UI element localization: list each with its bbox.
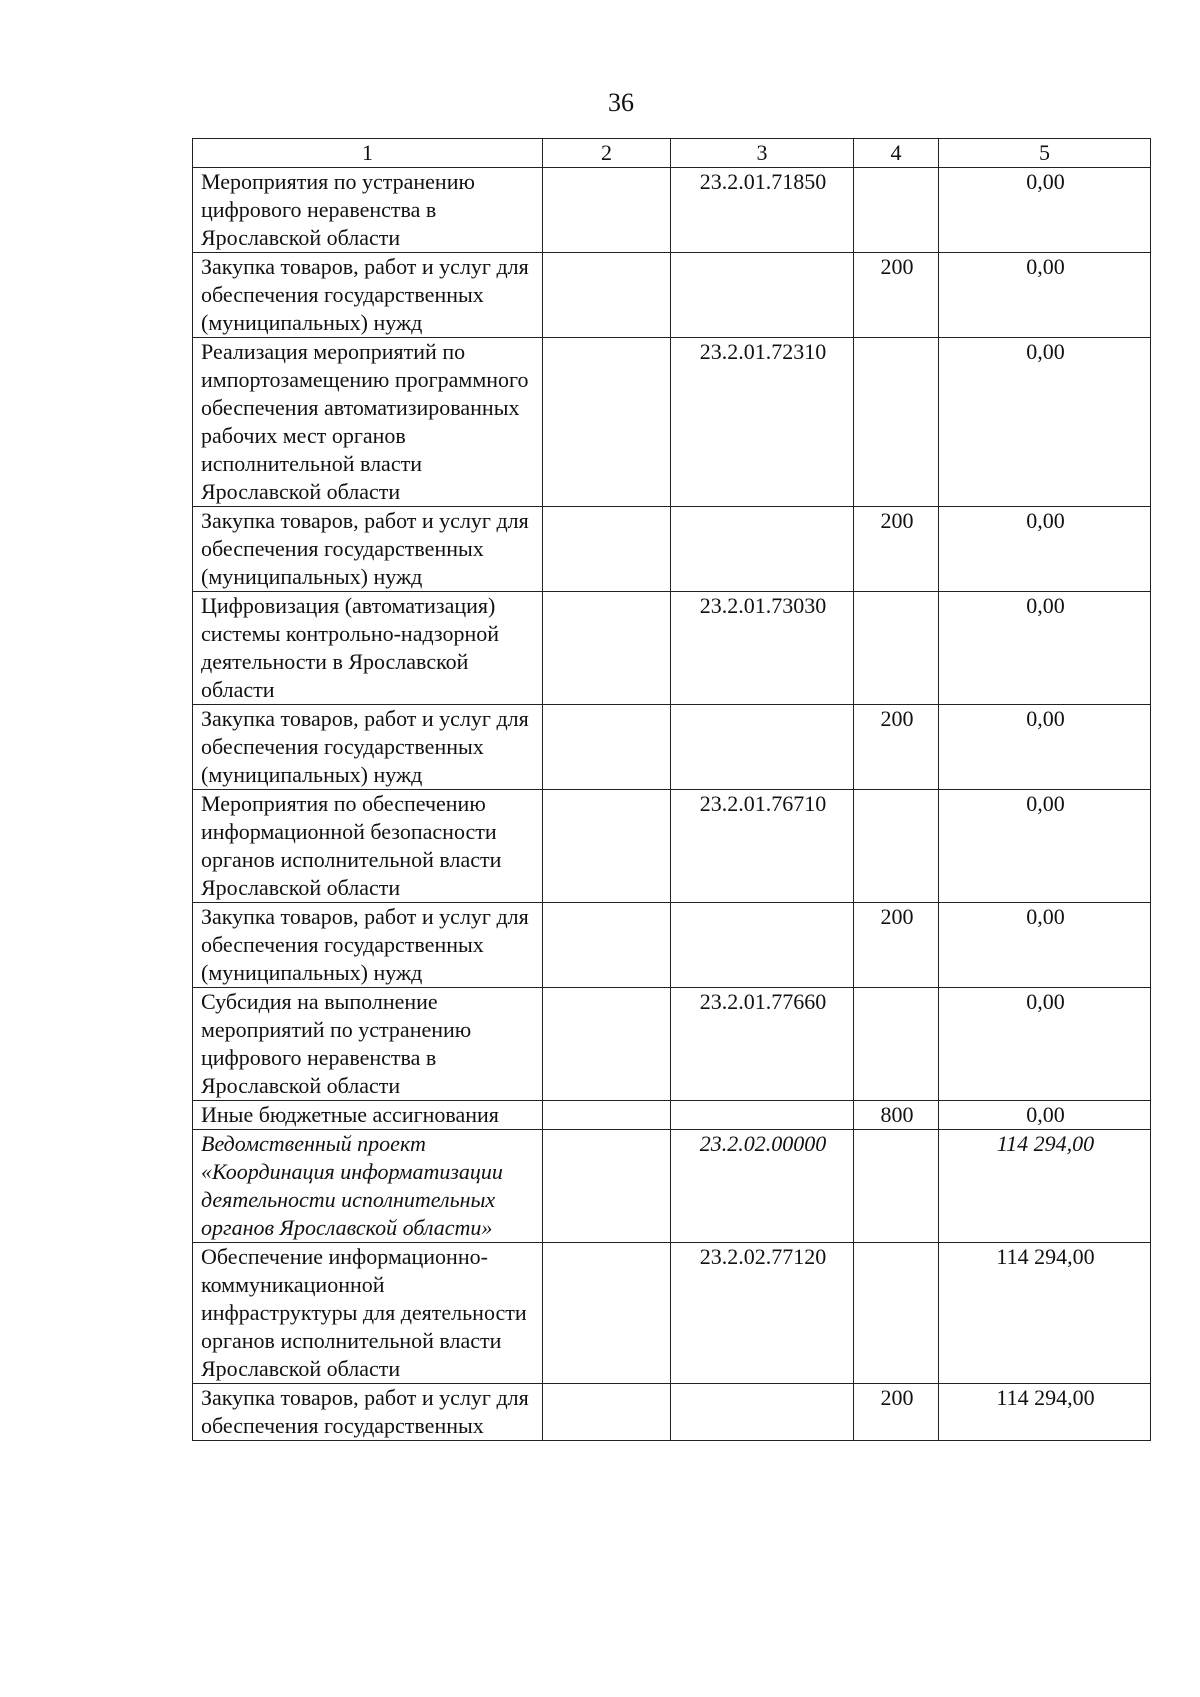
row-amount-cell: 0,00 — [939, 705, 1151, 790]
row-name-cell: Мероприятия по устранению цифрового неравенства в Ярославской области — [193, 168, 543, 253]
row-code-cell — [671, 507, 854, 592]
row-amount-cell: 0,00 — [939, 507, 1151, 592]
table-row — [193, 1243, 1151, 1384]
column-header-3: 3 — [671, 139, 854, 168]
row-code-cell: 23.2.01.71850 — [671, 168, 854, 253]
row-kind-cell: 800 — [854, 1101, 939, 1130]
table-row — [193, 1130, 1151, 1243]
row-amount-cell: 114 294,00 — [939, 1384, 1151, 1441]
table-row — [193, 168, 1151, 253]
row-col2-cell — [543, 253, 671, 338]
page-number: 36 — [608, 88, 634, 117]
row-code-cell: 23.2.02.77120 — [671, 1243, 854, 1384]
row-amount-cell: 114 294,00 — [939, 1130, 1151, 1243]
row-col2-cell — [543, 168, 671, 253]
row-code-cell: 23.2.01.77660 — [671, 988, 854, 1101]
row-col2-cell — [543, 1101, 671, 1130]
row-code-cell — [671, 903, 854, 988]
row-code-cell — [671, 1101, 854, 1130]
row-col2-cell — [543, 507, 671, 592]
row-amount-cell: 0,00 — [939, 1101, 1151, 1130]
table-row — [193, 507, 1151, 592]
row-amount-cell: 0,00 — [939, 253, 1151, 338]
table-row — [193, 903, 1151, 988]
row-amount-cell: 114 294,00 — [939, 1243, 1151, 1384]
row-col2-cell — [543, 903, 671, 988]
row-col2-cell — [543, 592, 671, 705]
row-amount-cell: 0,00 — [939, 988, 1151, 1101]
row-name-cell: Мероприятия по обеспечению информационной безопасности органов исполнительной власти Ярославской области — [193, 790, 543, 903]
row-kind-cell — [854, 988, 939, 1101]
row-code-cell: 23.2.01.73030 — [671, 592, 854, 705]
row-name-cell: Закупка товаров, работ и услуг для обеспечения государственных (муниципальных) нужд — [193, 507, 543, 592]
row-kind-cell — [854, 1243, 939, 1384]
row-kind-cell — [854, 168, 939, 253]
row-amount-cell: 0,00 — [939, 338, 1151, 507]
table-header-row — [193, 139, 1151, 168]
row-col2-cell — [543, 790, 671, 903]
row-amount-cell: 0,00 — [939, 592, 1151, 705]
row-kind-cell: 200 — [854, 705, 939, 790]
row-kind-cell — [854, 790, 939, 903]
row-code-cell: 23.2.02.00000 — [671, 1130, 854, 1243]
row-col2-cell — [543, 988, 671, 1101]
table-row — [193, 592, 1151, 705]
row-col2-cell — [543, 1243, 671, 1384]
row-col2-cell — [543, 705, 671, 790]
column-header-5: 5 — [939, 139, 1151, 168]
column-header-4: 4 — [854, 139, 939, 168]
row-kind-cell — [854, 592, 939, 705]
row-col2-cell — [543, 1384, 671, 1441]
table-row — [193, 338, 1151, 507]
row-name-cell: Иные бюджетные ассигнования — [193, 1101, 543, 1130]
row-col2-cell — [543, 1130, 671, 1243]
row-code-cell — [671, 1384, 854, 1441]
row-name-cell: Ведомственный проект «Координация информатизации деятельности исполнительных органов Ярославской области» — [193, 1130, 543, 1243]
row-name-cell: Субсидия на выполнение мероприятий по устранению цифрового неравенства в Ярославской области — [193, 988, 543, 1101]
row-kind-cell: 200 — [854, 507, 939, 592]
table-row — [193, 988, 1151, 1101]
table-row — [193, 253, 1151, 338]
row-name-cell: Реализация мероприятий по импортозамещению программного обеспечения автоматизированных рабочих мест органов исполнительной власти Ярославской области — [193, 338, 543, 507]
budget-table — [192, 138, 1151, 1441]
row-name-cell: Цифровизация (автоматизация) системы контрольно-надзорной деятельности в Ярославской области — [193, 592, 543, 705]
table-row — [193, 1384, 1151, 1441]
row-code-cell: 23.2.01.72310 — [671, 338, 854, 507]
row-kind-cell — [854, 338, 939, 507]
row-name-cell: Закупка товаров, работ и услуг для обеспечения государственных (муниципальных) нужд — [193, 253, 543, 338]
row-amount-cell: 0,00 — [939, 790, 1151, 903]
row-name-cell: Закупка товаров, работ и услуг для обеспечения государственных — [193, 1384, 543, 1441]
row-code-cell — [671, 253, 854, 338]
column-header-2: 2 — [543, 139, 671, 168]
row-kind-cell — [854, 1130, 939, 1243]
table-body — [193, 168, 1151, 1441]
table-row — [193, 790, 1151, 903]
row-code-cell — [671, 705, 854, 790]
row-name-cell: Обеспечение информационно-коммуникационной инфраструктуры для деятельности органов исполнительной власти Ярославской области — [193, 1243, 543, 1384]
row-amount-cell: 0,00 — [939, 903, 1151, 988]
table-row — [193, 705, 1151, 790]
row-kind-cell: 200 — [854, 1384, 939, 1441]
row-code-cell: 23.2.01.76710 — [671, 790, 854, 903]
table-row — [193, 1101, 1151, 1130]
row-name-cell: Закупка товаров, работ и услуг для обеспечения государственных (муниципальных) нужд — [193, 903, 543, 988]
row-kind-cell: 200 — [854, 253, 939, 338]
row-col2-cell — [543, 338, 671, 507]
row-kind-cell: 200 — [854, 903, 939, 988]
row-amount-cell: 0,00 — [939, 168, 1151, 253]
column-header-1: 1 — [193, 139, 543, 168]
row-name-cell: Закупка товаров, работ и услуг для обеспечения государственных (муниципальных) нужд — [193, 705, 543, 790]
